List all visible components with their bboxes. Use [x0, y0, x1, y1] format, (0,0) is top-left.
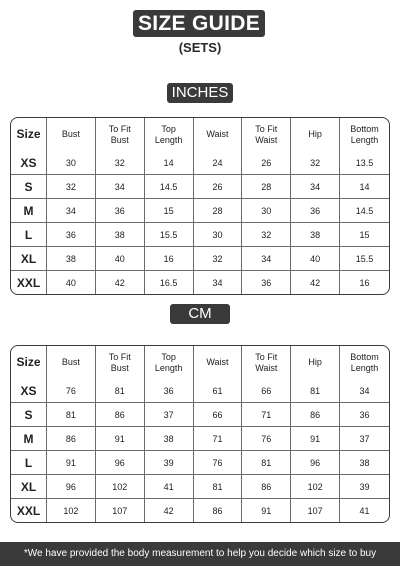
- measurement-cell: 16: [145, 247, 194, 271]
- measurement-cell: 40: [291, 247, 340, 271]
- measurement-cell: 14: [340, 175, 389, 199]
- measurement-cell: 36: [47, 223, 96, 247]
- measurement-cell: 13.5: [340, 151, 389, 175]
- measurement-cell: 16: [359, 277, 370, 288]
- page-subtitle: (SETS): [178, 40, 222, 55]
- measurement-cell: 32: [242, 223, 291, 247]
- measurement-cell: 66: [242, 379, 291, 403]
- measurement-cell: 61: [194, 379, 243, 403]
- column-header: Waist: [194, 118, 243, 151]
- table-row: [11, 475, 389, 499]
- measurement-cell: 39: [145, 451, 194, 475]
- table-row: [11, 271, 389, 294]
- measurement-cell: 15.5: [340, 247, 389, 271]
- measurement-cell: 86: [194, 499, 243, 522]
- measurement-cell: 38: [340, 451, 389, 475]
- measurement-cell: 36: [340, 403, 389, 427]
- measurement-cell: 71: [242, 403, 291, 427]
- measurement-cell: 86: [47, 427, 96, 451]
- measurement-cell: 96: [47, 475, 96, 499]
- column-header: Waist: [194, 346, 243, 379]
- measurement-cell: 30: [242, 199, 291, 223]
- size-cell: S: [11, 403, 47, 427]
- measurement-cell: 81: [96, 379, 145, 403]
- size-cell: L: [11, 451, 47, 475]
- measurement-cell: 96: [96, 451, 145, 475]
- measurement-cell: 81: [194, 475, 243, 499]
- measurement-cell: 102: [47, 499, 96, 522]
- page-title: SIZE GUIDE: [133, 10, 265, 37]
- measurement-cell: 34: [340, 379, 389, 403]
- table-row: [11, 427, 389, 451]
- measurement-cell: 36: [242, 271, 291, 294]
- measurement-cell: 71: [194, 427, 243, 451]
- measurement-cell: 86: [96, 403, 145, 427]
- column-header: Hip: [291, 346, 340, 379]
- measurement-cell: 38: [145, 427, 194, 451]
- measurement-cell: 91: [242, 499, 291, 522]
- size-cell: M: [11, 427, 47, 451]
- measurement-cell: 30: [47, 151, 96, 175]
- measurement-cell: 30: [194, 223, 243, 247]
- column-header: To Fit Waist: [242, 346, 291, 379]
- table-row: [11, 151, 389, 175]
- measurement-cell: 81: [47, 403, 96, 427]
- measurement-cell: 32: [47, 175, 96, 199]
- measurement-cell: 32: [194, 247, 243, 271]
- size-cell: XL: [11, 247, 47, 271]
- measurement-cell: 42: [145, 499, 194, 522]
- measurement-cell: 96: [291, 451, 340, 475]
- size-cell: XL: [11, 475, 47, 499]
- measurement-cell: 36: [145, 379, 194, 403]
- measurement-cell: 86: [242, 475, 291, 499]
- measurement-cell: 40: [47, 271, 96, 294]
- measurement-cell: 41: [145, 475, 194, 499]
- measurement-cell: 34: [194, 271, 243, 294]
- measurement-cell: 32: [96, 151, 145, 175]
- table-row: [11, 247, 389, 271]
- measurement-cell: 14: [145, 151, 194, 175]
- measurement-cell: 102: [291, 475, 340, 499]
- measurement-cell: 32: [291, 151, 340, 175]
- table-header-row: [11, 118, 389, 151]
- table-row: [11, 379, 389, 403]
- column-header: To Fit Bust: [96, 118, 145, 151]
- measurement-cell: 34: [47, 199, 96, 223]
- measurement-cell: 81: [242, 451, 291, 475]
- measurement-cell: 28: [194, 199, 243, 223]
- inches-size-table: [10, 117, 390, 295]
- measurement-cell: 66: [194, 403, 243, 427]
- measurement-cell: 16.5: [145, 271, 194, 294]
- column-header: Top Length: [145, 346, 194, 379]
- measurement-cell: 15.5: [145, 223, 194, 247]
- column-header: To Fit Bust: [96, 346, 145, 379]
- measurement-cell: 38: [291, 223, 340, 247]
- table-row: [11, 175, 389, 199]
- measurement-cell: 107: [291, 499, 340, 522]
- measurement-cell: 14.5: [340, 199, 389, 223]
- column-header: Hip: [291, 118, 340, 151]
- measurement-cell: 28: [242, 175, 291, 199]
- measurement-cell: 41: [359, 505, 370, 516]
- measurement-cell: 91: [47, 451, 96, 475]
- size-cell: S: [11, 175, 47, 199]
- table-row: [11, 403, 389, 427]
- measurement-cell: 37: [340, 427, 389, 451]
- measurement-cell: 91: [291, 427, 340, 451]
- measurement-cell: 91: [96, 427, 145, 451]
- footer-note: *We have provided the body measurement to help you decide which size to buy: [0, 542, 400, 566]
- measurement-cell: 37: [145, 403, 194, 427]
- measurement-cell: 34: [242, 247, 291, 271]
- size-cell: M: [11, 199, 47, 223]
- measurement-cell: 15: [340, 223, 389, 247]
- column-header: Top Length: [145, 118, 194, 151]
- size-cell: XS: [11, 151, 47, 175]
- column-header: Bottom Length: [350, 351, 379, 373]
- size-cell: XXL: [11, 271, 47, 294]
- column-header: Size: [11, 118, 47, 151]
- cm-size-table: [10, 345, 390, 523]
- table-header-row: [11, 346, 389, 379]
- column-header: Bottom Length: [350, 123, 379, 145]
- table-row: [11, 451, 389, 475]
- column-header: Size: [11, 346, 47, 379]
- measurement-cell: 24: [194, 151, 243, 175]
- measurement-cell: 34: [96, 175, 145, 199]
- column-header: Bust: [47, 118, 96, 151]
- table-row: [11, 223, 389, 247]
- measurement-cell: 38: [47, 247, 96, 271]
- column-header: Bust: [47, 346, 96, 379]
- measurement-cell: 42: [96, 271, 145, 294]
- measurement-cell: 26: [242, 151, 291, 175]
- measurement-cell: 39: [340, 475, 389, 499]
- cm-section-label: CM: [170, 304, 230, 324]
- measurement-cell: 40: [96, 247, 145, 271]
- inches-section-label: INCHES: [167, 83, 233, 103]
- measurement-cell: 34: [291, 175, 340, 199]
- measurement-cell: 76: [47, 379, 96, 403]
- column-header: To Fit Waist: [242, 118, 291, 151]
- measurement-cell: 36: [96, 199, 145, 223]
- size-cell: XXL: [11, 499, 47, 522]
- measurement-cell: 15: [145, 199, 194, 223]
- measurement-cell: 86: [291, 403, 340, 427]
- measurement-cell: 102: [96, 475, 145, 499]
- measurement-cell: 26: [194, 175, 243, 199]
- measurement-cell: 14.5: [145, 175, 194, 199]
- table-row: [11, 499, 389, 522]
- measurement-cell: 76: [194, 451, 243, 475]
- table-row: [11, 199, 389, 223]
- measurement-cell: 107: [96, 499, 145, 522]
- measurement-cell: 76: [242, 427, 291, 451]
- measurement-cell: 36: [291, 199, 340, 223]
- size-cell: XS: [11, 379, 47, 403]
- measurement-cell: 38: [96, 223, 145, 247]
- size-cell: L: [11, 223, 47, 247]
- measurement-cell: 42: [291, 271, 340, 294]
- measurement-cell: 81: [291, 379, 340, 403]
